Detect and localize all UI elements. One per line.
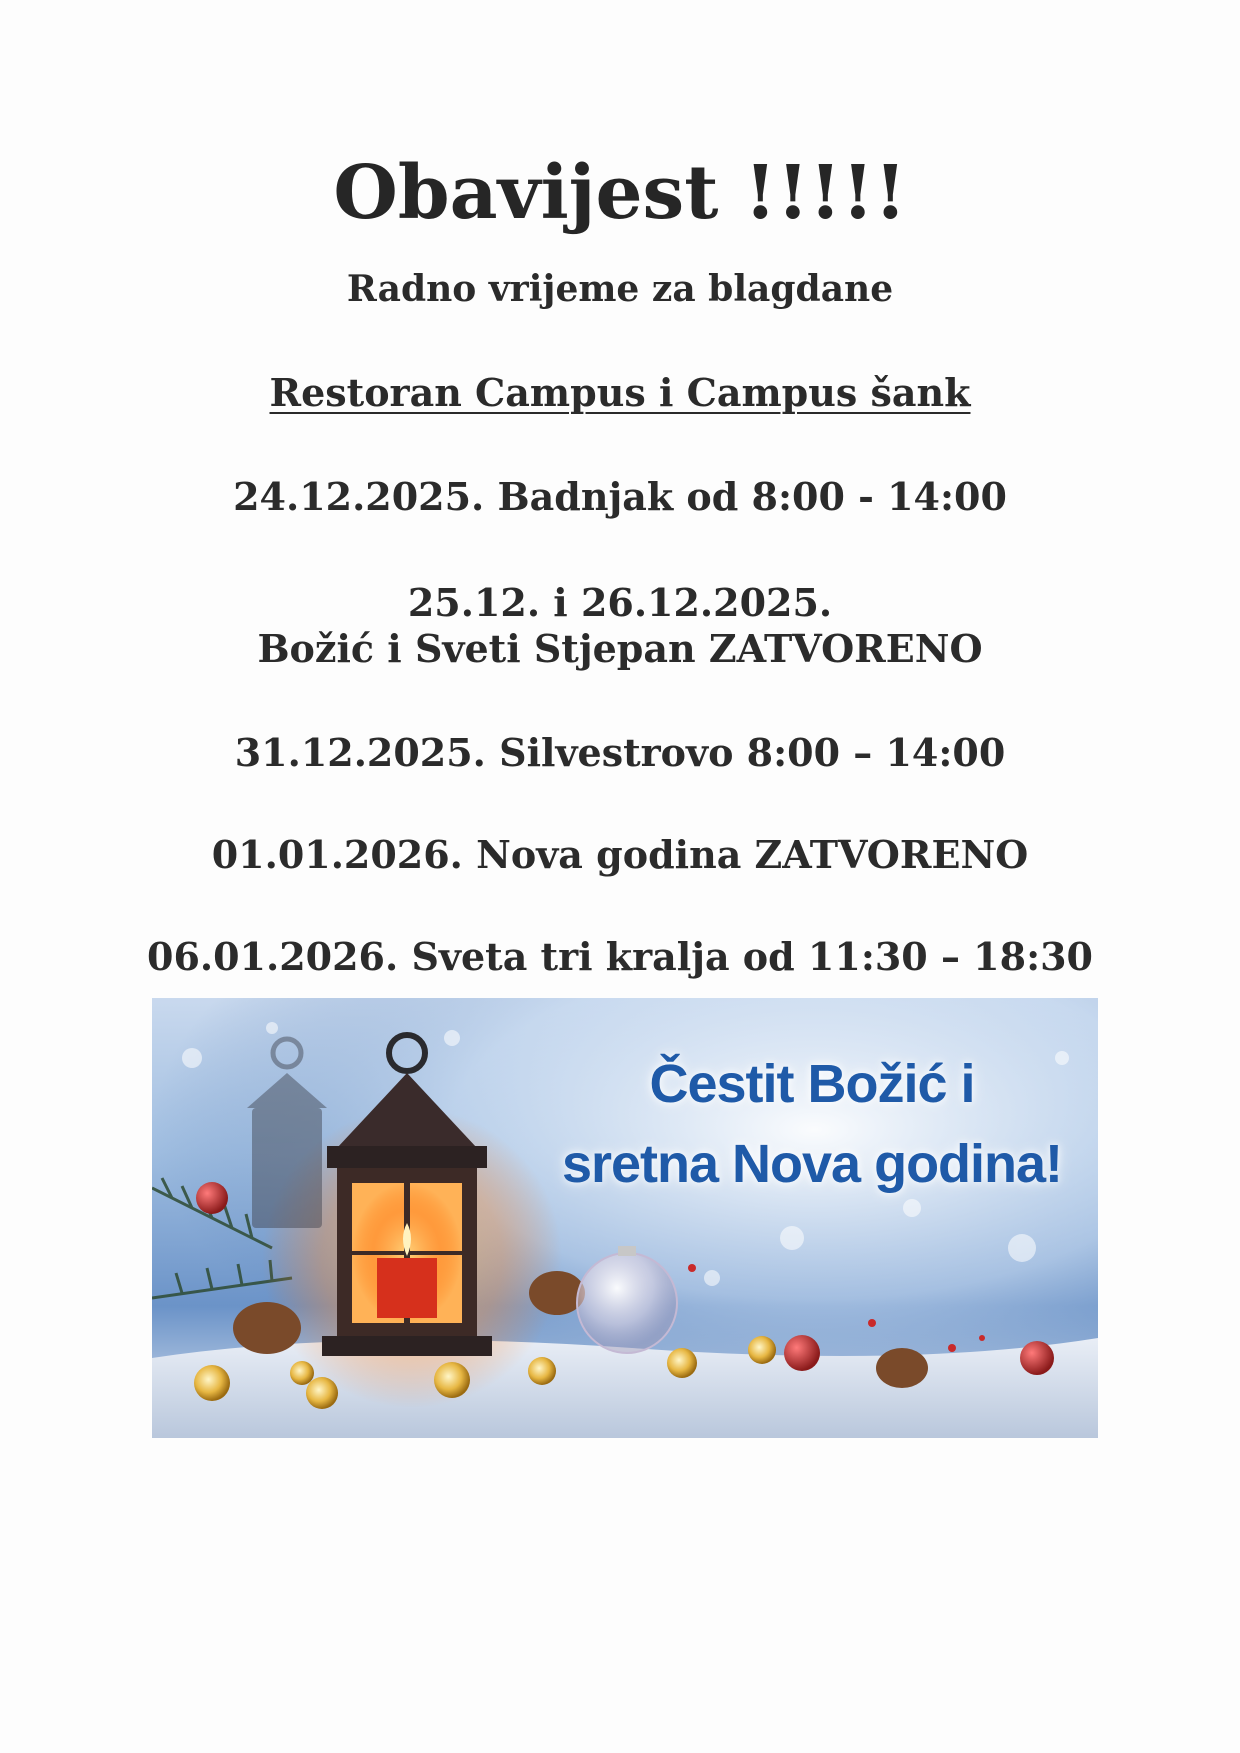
schedule-entry-text: 06.01.2026. Sveta tri kralja od 11:30 – 18:30 xyxy=(147,934,1093,979)
schedule-entry-text: 01.01.2026. Nova godina ZATVORENO xyxy=(211,832,1029,877)
schedule-entry xyxy=(0,730,1240,776)
schedule-entry-text: Božić i Sveti Stjepan ZATVORENO xyxy=(257,626,983,671)
schedule-entry-date: 25.12. i 26.12.2025. xyxy=(407,580,833,625)
notice-subtitle: Radno vrijeme za blagdane xyxy=(346,268,894,310)
greeting-line-2: sretna Nova godina! xyxy=(561,1134,1063,1194)
schedule-entry xyxy=(0,832,1240,878)
schedule-entry xyxy=(0,580,1240,672)
schedule-entry-text: 31.12.2025. Silvestrovo 8:00 – 14:00 xyxy=(234,730,1006,775)
schedule-entry xyxy=(0,474,1240,520)
notice-title: Obavijest !!!!! xyxy=(333,150,907,236)
venue-heading: Restoran Campus i Campus šank xyxy=(269,370,971,415)
greeting-line-1: Čestit Božić i xyxy=(649,1054,975,1114)
christmas-banner xyxy=(152,998,1098,1438)
schedule-entry xyxy=(0,934,1240,980)
schedule-entry-text: 24.12.2025. Badnjak od 8:00 - 14:00 xyxy=(233,474,1007,519)
